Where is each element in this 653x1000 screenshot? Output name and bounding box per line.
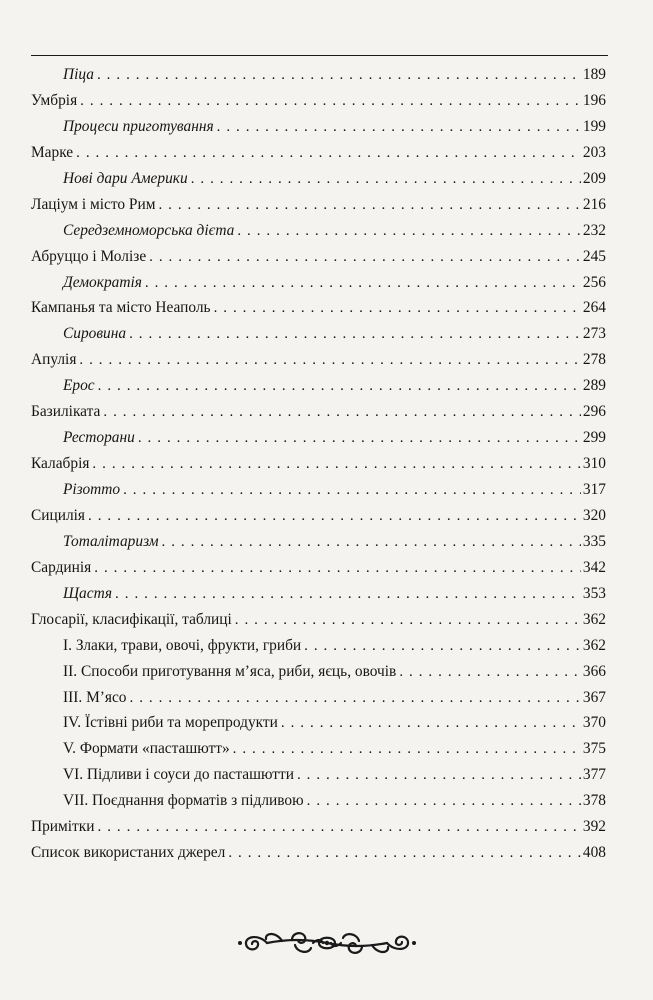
toc-entry <box>31 373 606 399</box>
toc-entry-page-number: 216 <box>582 195 606 213</box>
dot-leader <box>214 301 581 316</box>
toc-entry-title: II. Способи приготування м’яса, риби, яєць, овочів <box>63 662 397 680</box>
toc-entry <box>31 218 606 244</box>
dot-leader <box>237 224 581 239</box>
toc-entry <box>31 425 606 451</box>
toc-entry-title: Умбрія <box>31 91 78 109</box>
toc-entry-title: Демократія <box>63 273 142 291</box>
toc-entry <box>31 88 606 114</box>
toc-entry-title: Різотто <box>63 481 121 498</box>
dot-leader <box>281 716 581 731</box>
toc-entry-page-number: 362 <box>582 636 606 654</box>
toc-entry-title: Тоталітаризм <box>63 532 159 550</box>
toc-entry-page-number: 378 <box>582 792 606 810</box>
dot-leader <box>158 198 580 213</box>
toc-entry-page-number: 196 <box>582 91 606 109</box>
toc-entry-title: Лаціум і місто Рим <box>31 195 156 213</box>
toc-entry <box>31 244 606 270</box>
toc-entry-title: Сицилія <box>31 506 86 524</box>
dot-leader <box>79 353 581 368</box>
toc-entry <box>31 814 606 840</box>
toc-entry-page-number: 256 <box>582 273 606 291</box>
toc-entry-page-number: 245 <box>582 247 606 265</box>
toc-entry-title: Процеси приготування <box>63 117 214 135</box>
dot-leader <box>138 431 581 446</box>
toc-entry-page-number: 189 <box>582 66 606 83</box>
dot-leader <box>92 457 580 472</box>
toc-entry <box>31 762 606 788</box>
dot-leader <box>98 820 581 835</box>
toc-entry-title: VII. Поєднання форматів з підливою <box>63 792 304 810</box>
toc-entry-title: Кампанья та місто Неаполь <box>31 299 211 317</box>
toc-entry-page-number: 317 <box>582 481 606 498</box>
toc-entry <box>31 477 606 503</box>
toc-entry <box>31 321 606 347</box>
dot-leader <box>80 94 581 109</box>
toc-entry-title: Ресторани <box>63 429 135 447</box>
toc-entry-title: V. Формати «пасташютт» <box>63 740 230 758</box>
dot-leader <box>130 691 581 706</box>
toc-entry-title: III. М’ясо <box>63 688 127 706</box>
toc-entry-page-number: 366 <box>582 662 606 680</box>
top-rule <box>31 55 608 56</box>
toc-entry <box>31 140 606 166</box>
toc-entry-title: Примітки <box>31 818 95 836</box>
toc-entry <box>31 270 606 296</box>
dot-leader <box>129 327 581 342</box>
toc-entry-page-number: 353 <box>582 584 606 602</box>
toc-entry <box>31 114 606 140</box>
toc-entry <box>31 633 606 659</box>
toc-entry-page-number: 370 <box>582 714 606 732</box>
toc-entry-title: Базиліката <box>31 403 101 421</box>
toc-entry <box>31 840 606 866</box>
toc-entry-title: Глосарії, класифікації, таблиці <box>31 610 232 628</box>
toc-entry-page-number: 320 <box>582 506 606 524</box>
toc-entry <box>31 788 606 814</box>
dot-leader <box>145 276 581 291</box>
toc-entry-page-number: 392 <box>582 818 606 836</box>
toc-entry-title: Щастя <box>63 584 113 602</box>
toc-entry-page-number: 296 <box>582 403 606 421</box>
dot-leader <box>217 120 581 135</box>
toc-entry-page-number: 362 <box>582 610 606 628</box>
dot-leader <box>297 768 581 783</box>
toc-entry <box>31 192 606 218</box>
toc-entry-title: Ерос <box>63 377 95 395</box>
dot-leader <box>304 639 581 654</box>
toc-entry-title: Список використаних джерел <box>31 844 226 862</box>
dot-leader <box>76 146 581 161</box>
toc-entry <box>31 555 606 581</box>
dot-leader <box>307 794 581 809</box>
toc-entry <box>31 710 606 736</box>
toc-entry-page-number: 342 <box>582 558 606 576</box>
toc-entry-title: VI. Підливи і соуси до пасташютти <box>63 766 294 784</box>
dot-leader <box>233 742 581 757</box>
toc-entry-title: Сардинія <box>31 558 92 576</box>
dot-leader <box>97 68 581 83</box>
toc-entry <box>31 399 606 425</box>
toc-entry-page-number: 199 <box>582 117 606 135</box>
toc-entry <box>31 347 606 373</box>
toc-entry <box>31 659 606 685</box>
toc-entry <box>31 607 606 633</box>
toc-entry-title: I. Злаки, трави, овочі, фрукти, гриби <box>63 636 302 654</box>
toc-entry-page-number: 310 <box>582 455 606 473</box>
toc-entry <box>31 503 606 529</box>
toc-entry-title: Калабрія <box>31 455 90 473</box>
dot-leader <box>228 846 581 861</box>
dot-leader <box>88 509 581 524</box>
dot-leader <box>399 665 581 680</box>
dot-leader <box>149 250 581 265</box>
toc-entry-page-number: 377 <box>582 766 606 784</box>
toc-entry-title: Піца <box>63 66 94 83</box>
toc-entry-title: Абруццо і Молізе <box>31 247 147 265</box>
toc-entry <box>31 736 606 762</box>
dot-leader <box>94 561 581 576</box>
toc-entry-page-number: 367 <box>582 688 606 706</box>
toc-entry-page-number: 264 <box>582 299 606 317</box>
toc-entry <box>31 62 606 88</box>
toc-entry <box>31 581 606 607</box>
toc-entry-title: Апулія <box>31 351 77 369</box>
toc-entry <box>31 451 606 477</box>
dot-leader <box>115 587 581 602</box>
dot-leader <box>162 535 581 550</box>
toc-entry <box>31 529 606 555</box>
toc-entry-title: Марке <box>31 143 74 161</box>
dot-leader <box>235 613 581 628</box>
dot-leader <box>123 483 581 498</box>
toc-entry-title: Нові дари Америки <box>63 169 188 187</box>
toc-entry-title: IV. Їстівні риби та морепродукти <box>63 714 278 732</box>
toc-entry-page-number: 203 <box>582 143 606 161</box>
toc-entry-page-number: 232 <box>582 221 606 239</box>
dot-leader <box>191 172 581 187</box>
dot-leader <box>103 405 581 420</box>
dot-leader <box>98 379 581 394</box>
scroll-flourish-icon <box>237 928 417 958</box>
toc-entry-title: Середземноморська дієта <box>63 221 235 239</box>
toc-entry <box>31 685 606 711</box>
toc-entry-page-number: 299 <box>582 429 606 447</box>
toc-entry-title: Сировина <box>63 325 127 343</box>
toc-entry-page-number: 209 <box>582 169 606 187</box>
toc-entry-page-number: 408 <box>582 844 606 862</box>
toc-entry-page-number: 278 <box>582 351 606 369</box>
toc-entry-page-number: 375 <box>582 740 606 758</box>
toc-entry <box>31 295 606 321</box>
table-of-contents <box>31 62 606 866</box>
toc-entry-page-number: 289 <box>582 377 606 395</box>
toc-entry-page-number: 273 <box>582 325 606 343</box>
toc-entry <box>31 166 606 192</box>
toc-entry-page-number: 335 <box>582 532 606 550</box>
